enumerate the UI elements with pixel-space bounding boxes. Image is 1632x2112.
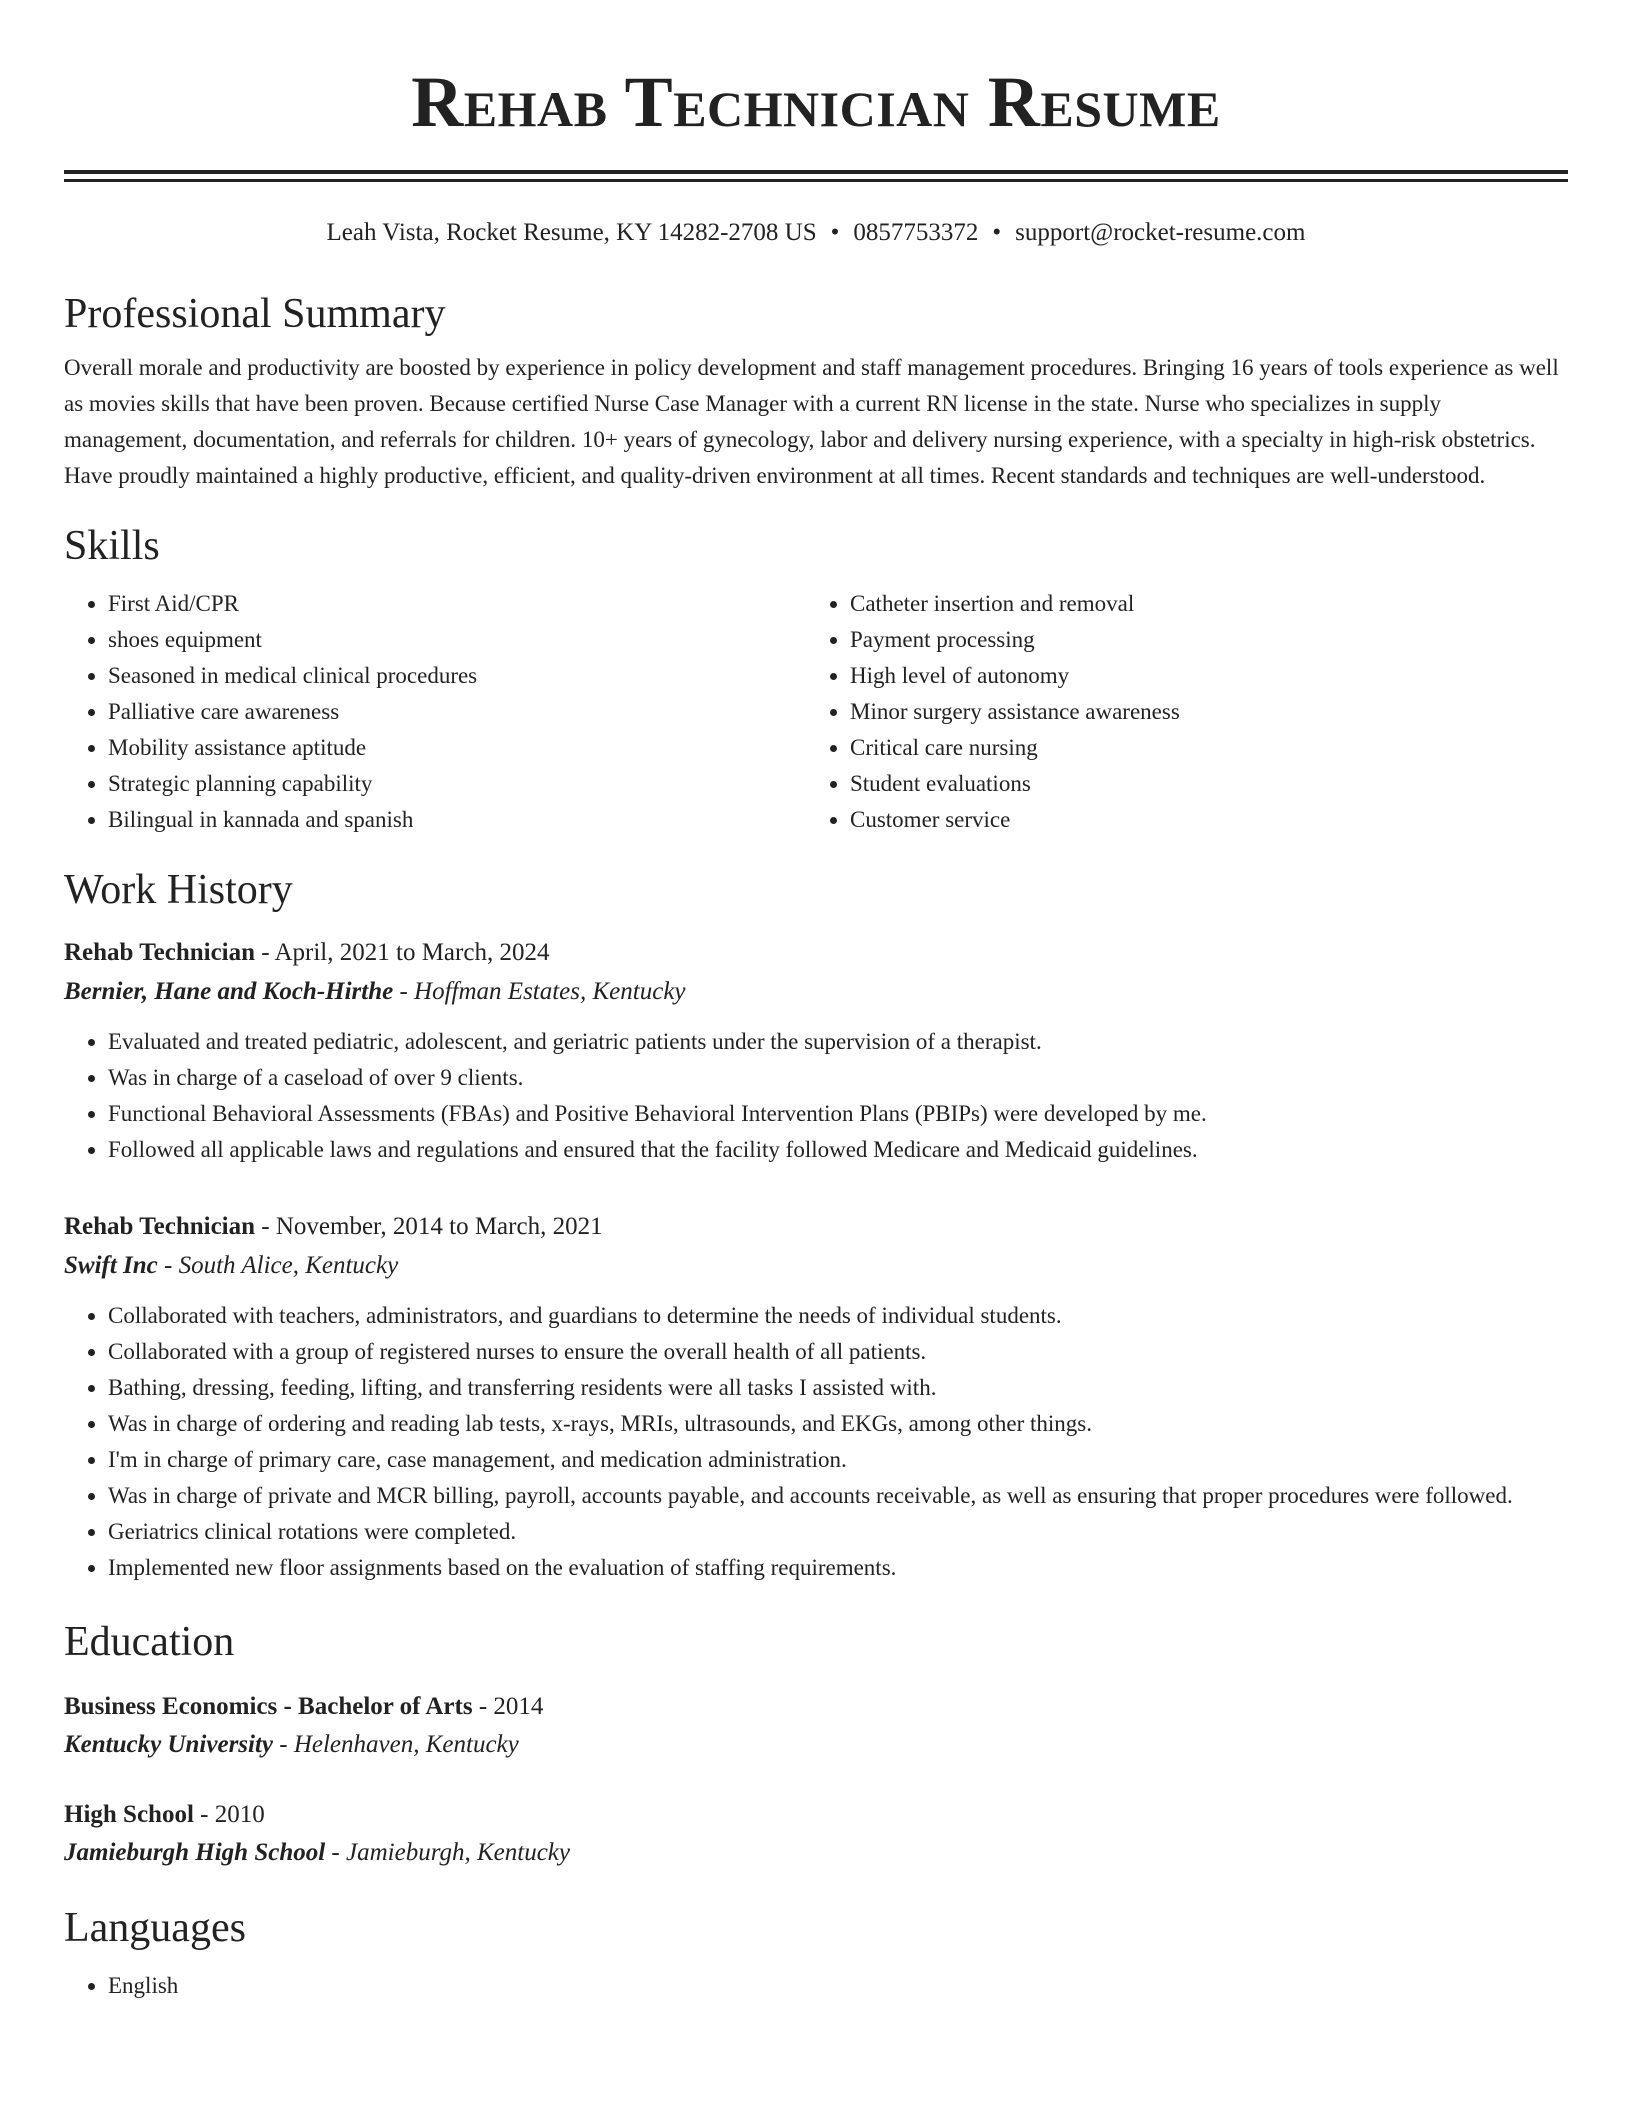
job-duty-item: • Collaborated with a group of registered nurses to ensure the overall health of all patients. <box>108 1334 1568 1370</box>
job-duty-item: • Followed all applicable laws and regulations and ensured that the facility followed Medicare and Medicaid guidelines. <box>108 1132 1568 1168</box>
skill-item: • Palliative care awareness <box>108 694 806 730</box>
contact-line <box>64 218 1568 248</box>
skill-item: • Student evaluations <box>850 766 1568 802</box>
job-duties <box>64 1298 1568 1586</box>
job-duty-item: • Implemented new floor assignments based on the evaluation of staffing requirements. <box>108 1550 1568 1586</box>
contact-phone: 0857753372 <box>853 219 979 246</box>
contact-separator: • <box>830 219 840 246</box>
skill-item: • High level of autonomy <box>850 658 1568 694</box>
job-header <box>64 1208 1568 1246</box>
skill-item: • Bilingual in kannada and spanish <box>108 802 806 838</box>
title-divider-thin <box>64 179 1568 182</box>
job-dates: - April, 2021 to March, 2024 <box>255 939 550 966</box>
education-degree: High School <box>64 1801 194 1828</box>
job-header <box>64 934 1568 972</box>
skill-item: • Critical care nursing <box>850 730 1568 766</box>
job-duty-item: • I'm in charge of primary care, case management, and medication administration. <box>108 1442 1568 1478</box>
education-degree-line <box>64 1796 1568 1834</box>
skills-list <box>64 586 1568 838</box>
summary-heading: Professional Summary <box>64 291 446 337</box>
skill-item: • Catheter insertion and removal <box>850 586 1568 622</box>
education-location: - Helenhaven, Kentucky <box>273 1731 519 1758</box>
education-degree: Business Economics - Bachelor of Arts <box>64 1693 473 1720</box>
job-duty-item: • Functional Behavioral Assessments (FBAs) and Positive Behavioral Intervention Plans (PBIPs) were developed by me. <box>108 1096 1568 1132</box>
job-location: - South Alice, Kentucky <box>157 1252 399 1279</box>
education-year: - 2014 <box>472 1693 544 1720</box>
summary-text: Overall morale and productivity are boosted by experience in policy development and staff management procedures. Bringing 16 years of tools experience as well as movies skills that have been proven. Because certified Nurse Case Manager with a current RN license in the state. Nurse who specializes in supply management, documentation, and referrals for children. 10+ years of gynecology, labor and delivery nursing experience, with a specialty in high-risk obstetrics. Have proudly maintained a highly productive, efficient, and quality-driven environment at all times. Recent standards and techniques are well-understood. <box>64 355 1559 488</box>
work-history-heading: Work History <box>64 867 293 913</box>
resume-page <box>64 0 1568 2004</box>
job-duty-item: • Bathing, dressing, feeding, lifting, and transferring residents were all tasks I assisted with. <box>108 1370 1568 1406</box>
education-school-line <box>64 1834 1568 1872</box>
education-school: Kentucky University <box>64 1731 274 1758</box>
job-duty-item: • Was in charge of private and MCR billing, payroll, accounts payable, and accounts receivable, as well as ensuring that proper procedures were followed. <box>108 1478 1568 1514</box>
skills-column-right <box>806 586 1568 838</box>
job-duties <box>64 1024 1568 1168</box>
education-entry <box>64 1688 1568 1764</box>
job-title: Rehab Technician <box>64 1213 256 1240</box>
page-title: Rehab Technician Resume <box>411 62 1221 142</box>
skill-item: • Customer service <box>850 802 1568 838</box>
skill-item: • Minor surgery assistance awareness <box>850 694 1568 730</box>
education-entry <box>64 1796 1568 1872</box>
title-divider-thick <box>64 170 1568 174</box>
skill-item: • shoes equipment <box>108 622 806 658</box>
job-location: - Hoffman Estates, Kentucky <box>393 978 686 1005</box>
job-employer <box>64 1246 1568 1286</box>
education-location: - Jamieburgh, Kentucky <box>325 1839 570 1866</box>
languages-heading: Languages <box>64 1905 246 1951</box>
job-dates: - November, 2014 to March, 2021 <box>255 1213 603 1240</box>
contact-separator: • <box>992 219 1002 246</box>
job-duty-item: • Geriatrics clinical rotations were completed. <box>108 1514 1568 1550</box>
skills-column-left <box>64 586 806 838</box>
skills-heading: Skills <box>64 523 160 569</box>
job-title: Rehab Technician <box>64 939 256 966</box>
job-company: Swift Inc <box>64 1252 158 1279</box>
job-entry <box>64 934 1568 1168</box>
education-degree-line <box>64 1688 1568 1726</box>
education-school-line <box>64 1726 1568 1764</box>
languages-list <box>64 1968 1568 2004</box>
education-heading: Education <box>64 1619 235 1665</box>
skill-item: • Payment processing <box>850 622 1568 658</box>
job-duty-item: • Was in charge of a caseload of over 9 clients. <box>108 1060 1568 1096</box>
job-duty-item: • Collaborated with teachers, administrators, and guardians to determine the needs of individual students. <box>108 1298 1568 1334</box>
contact-email: support@rocket-resume.com <box>1015 219 1306 246</box>
skill-item: • Seasoned in medical clinical procedures <box>108 658 806 694</box>
skill-item: • First Aid/CPR <box>108 586 806 622</box>
job-duty-item: • Evaluated and treated pediatric, adolescent, and geriatric patients under the supervision of a therapist. <box>108 1024 1568 1060</box>
job-company: Bernier, Hane and Koch-Hirthe <box>64 978 394 1005</box>
contact-address: Leah Vista, Rocket Resume, KY 14282-2708 US <box>326 219 817 246</box>
skill-item: • Mobility assistance aptitude <box>108 730 806 766</box>
job-entry <box>64 1208 1568 1586</box>
job-employer <box>64 972 1568 1012</box>
skill-item: • Strategic planning capability <box>108 766 806 802</box>
job-duty-item: • Was in charge of ordering and reading lab tests, x-rays, MRIs, ultrasounds, and EKGs, among other things. <box>108 1406 1568 1442</box>
education-year: - 2010 <box>193 1801 265 1828</box>
language-item: • English <box>108 1968 1568 2004</box>
education-school: Jamieburgh High School <box>64 1839 326 1866</box>
